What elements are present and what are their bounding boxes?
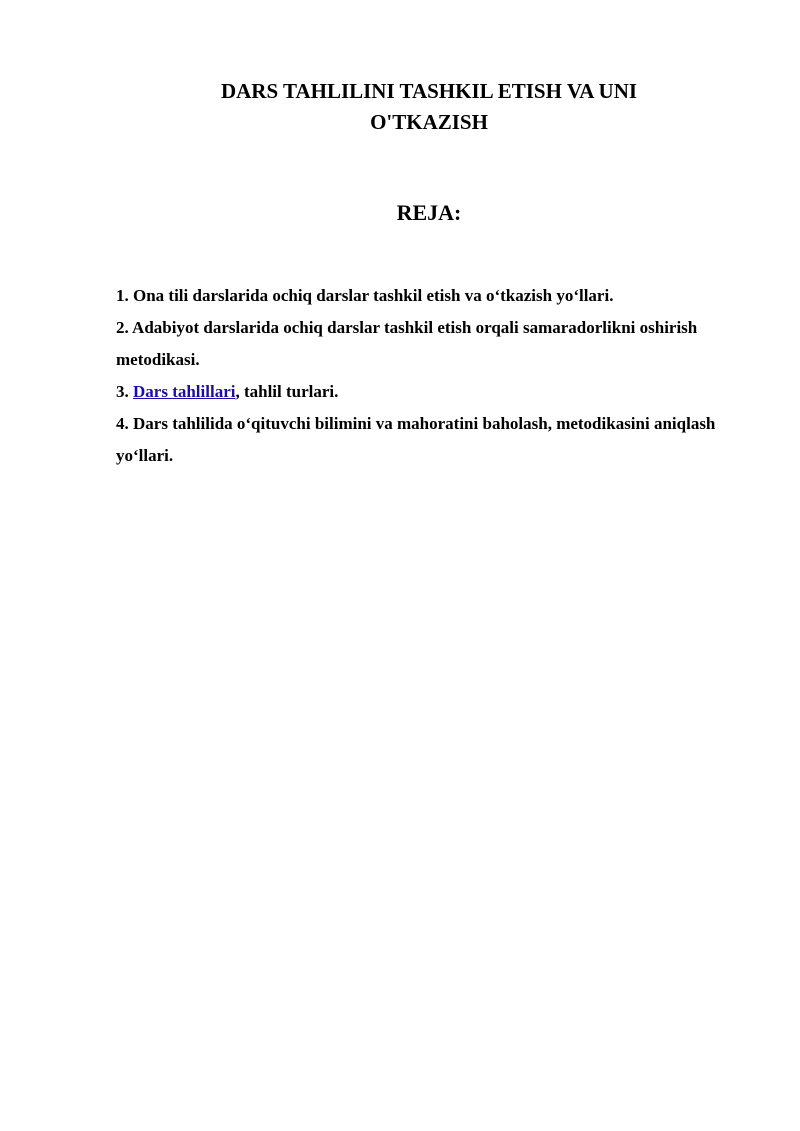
plan-item-3-suffix: , tahlil turlari. — [235, 382, 339, 401]
plan-heading: REJA: — [396, 200, 462, 225]
title-line-1: DARS TAHLILINI TASHKIL ETISH VA UNI — [220, 79, 638, 103]
plan-item-2: 2. Adabiyot darslarida ochiq darslar tashkil etish orqali samaradorlikni oshirish metodikasi. — [116, 318, 698, 369]
plan-list — [116, 280, 716, 472]
plan-item-3-prefix: 3. — [116, 382, 133, 401]
dars-tahlillari-link[interactable]: Dars tahlillari — [133, 382, 236, 401]
title-line-2: O'TKAZISH — [370, 110, 488, 134]
plan-item-4: 4. Dars tahlilida o‘qituvchi bilimini va mahoratini baholash, metodikasini aniqlash yo‘llari. — [116, 414, 716, 465]
document-title — [150, 76, 708, 138]
plan-item-3 — [116, 376, 716, 408]
plan-item-1: 1. Ona tili darslarida ochiq darslar tashkil etish va o‘tkazish yo‘llari. — [116, 286, 614, 305]
